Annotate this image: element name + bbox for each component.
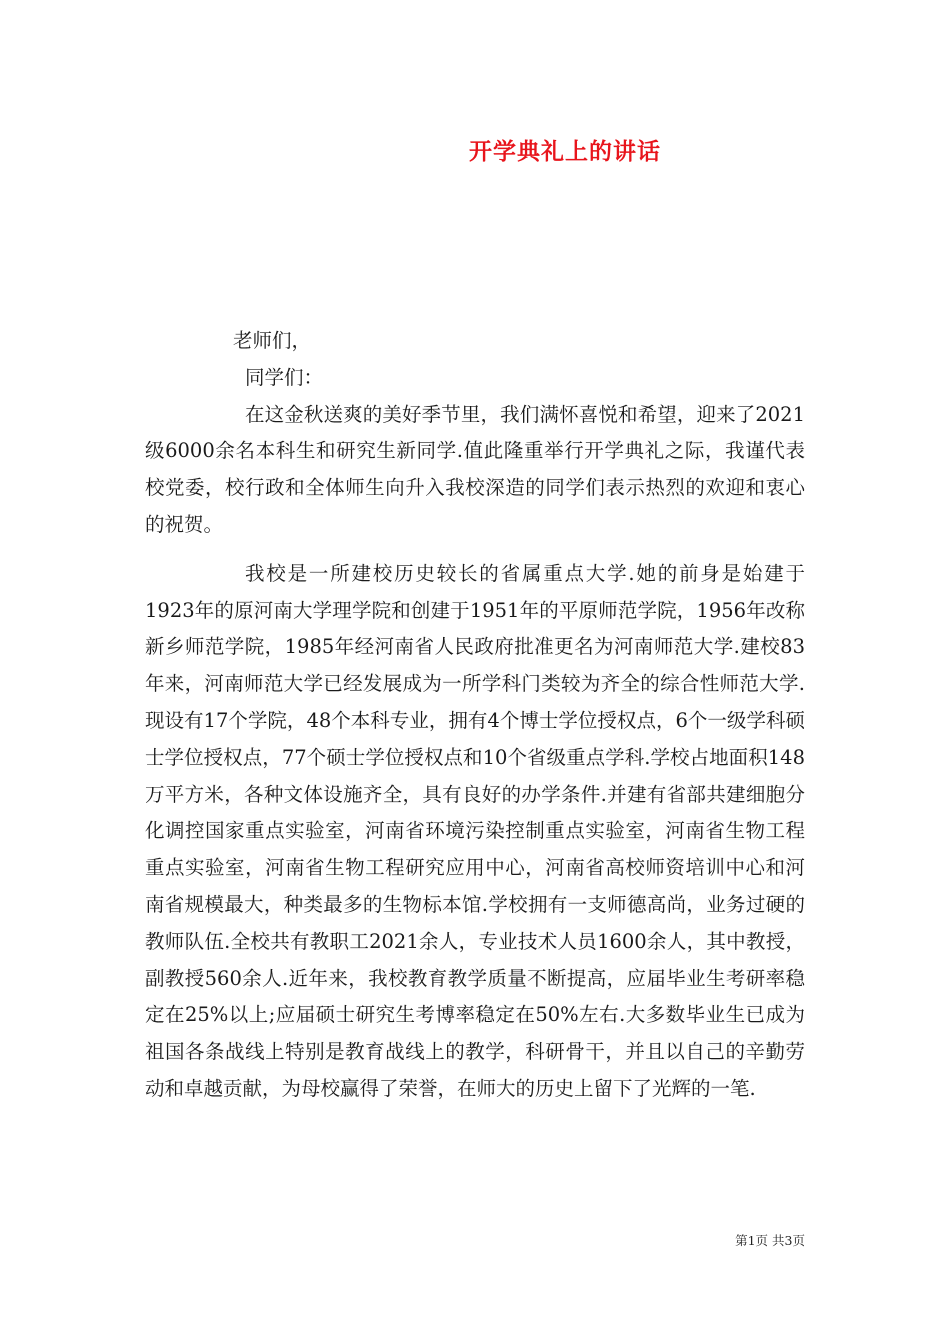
salutation-teachers: 老师们， <box>233 329 312 352</box>
salutation-students: 同学们： <box>245 365 324 389</box>
document-title: 开学典礼上的讲话 <box>469 138 661 165</box>
paragraph-school-intro: 我校是一所建校历史较长的省属重点大学.她的前身是始建于1923年的原河南大学理学院和创建于1951年的平原师范学院，1956年改称新乡师范学院，1985年经河南省人民政府批准更名为河南师范大学.建校83年来，河南师范大学已经发展成为一所学科门类较为齐全的综合性师范大学.现设有17个学院，48个本科专业，拥有4个博士学位授权点，6个一级学科硕士学位授权点，77个硕士学位授权点和10个省级重点学科.学校占地面积148万平方米，各种文体设施齐全，具有良好的办学条件.并建有省部共建细胞分化调控国家重点实验室，河南省环境污染控制重点实验室，河南省生物工程重点实验室，河南省生物工程研究应用中心，河南省高校师资培训中心和河南省规模最大，种类最多的生物标本馆.学校拥有一支师德高尚，业务过硬的教师队伍.全校共有教职工2021余人，专业技术人员1600余人，其中教授，副教授560余人.近年来，我校教育教学质量不断提高，应届毕业生考研率稳定在25%以上;应届硕士研究生考博率稳定在50%左右.大多数毕业生已成为祖国各条战线上特别是教育战线上的教学，科研骨干，并且以自己的辛勤劳动和卓越贡献，为母校赢得了荣誉，在师大的历史上留下了光辉的一笔. <box>145 561 805 1100</box>
page-number-footer: 第1页 共3页 <box>735 1233 805 1248</box>
paragraph-welcome: 在这金秋送爽的美好季节里，我们满怀喜悦和希望，迎来了2021级6000余名本科生和研究生新同学.值此隆重举行开学典礼之际，我谨代表校党委，校行政和全体师生向升入我校深造的同学们表示热烈的欢迎和衷心的祝贺。 <box>145 402 805 536</box>
document-body <box>145 323 805 1108</box>
